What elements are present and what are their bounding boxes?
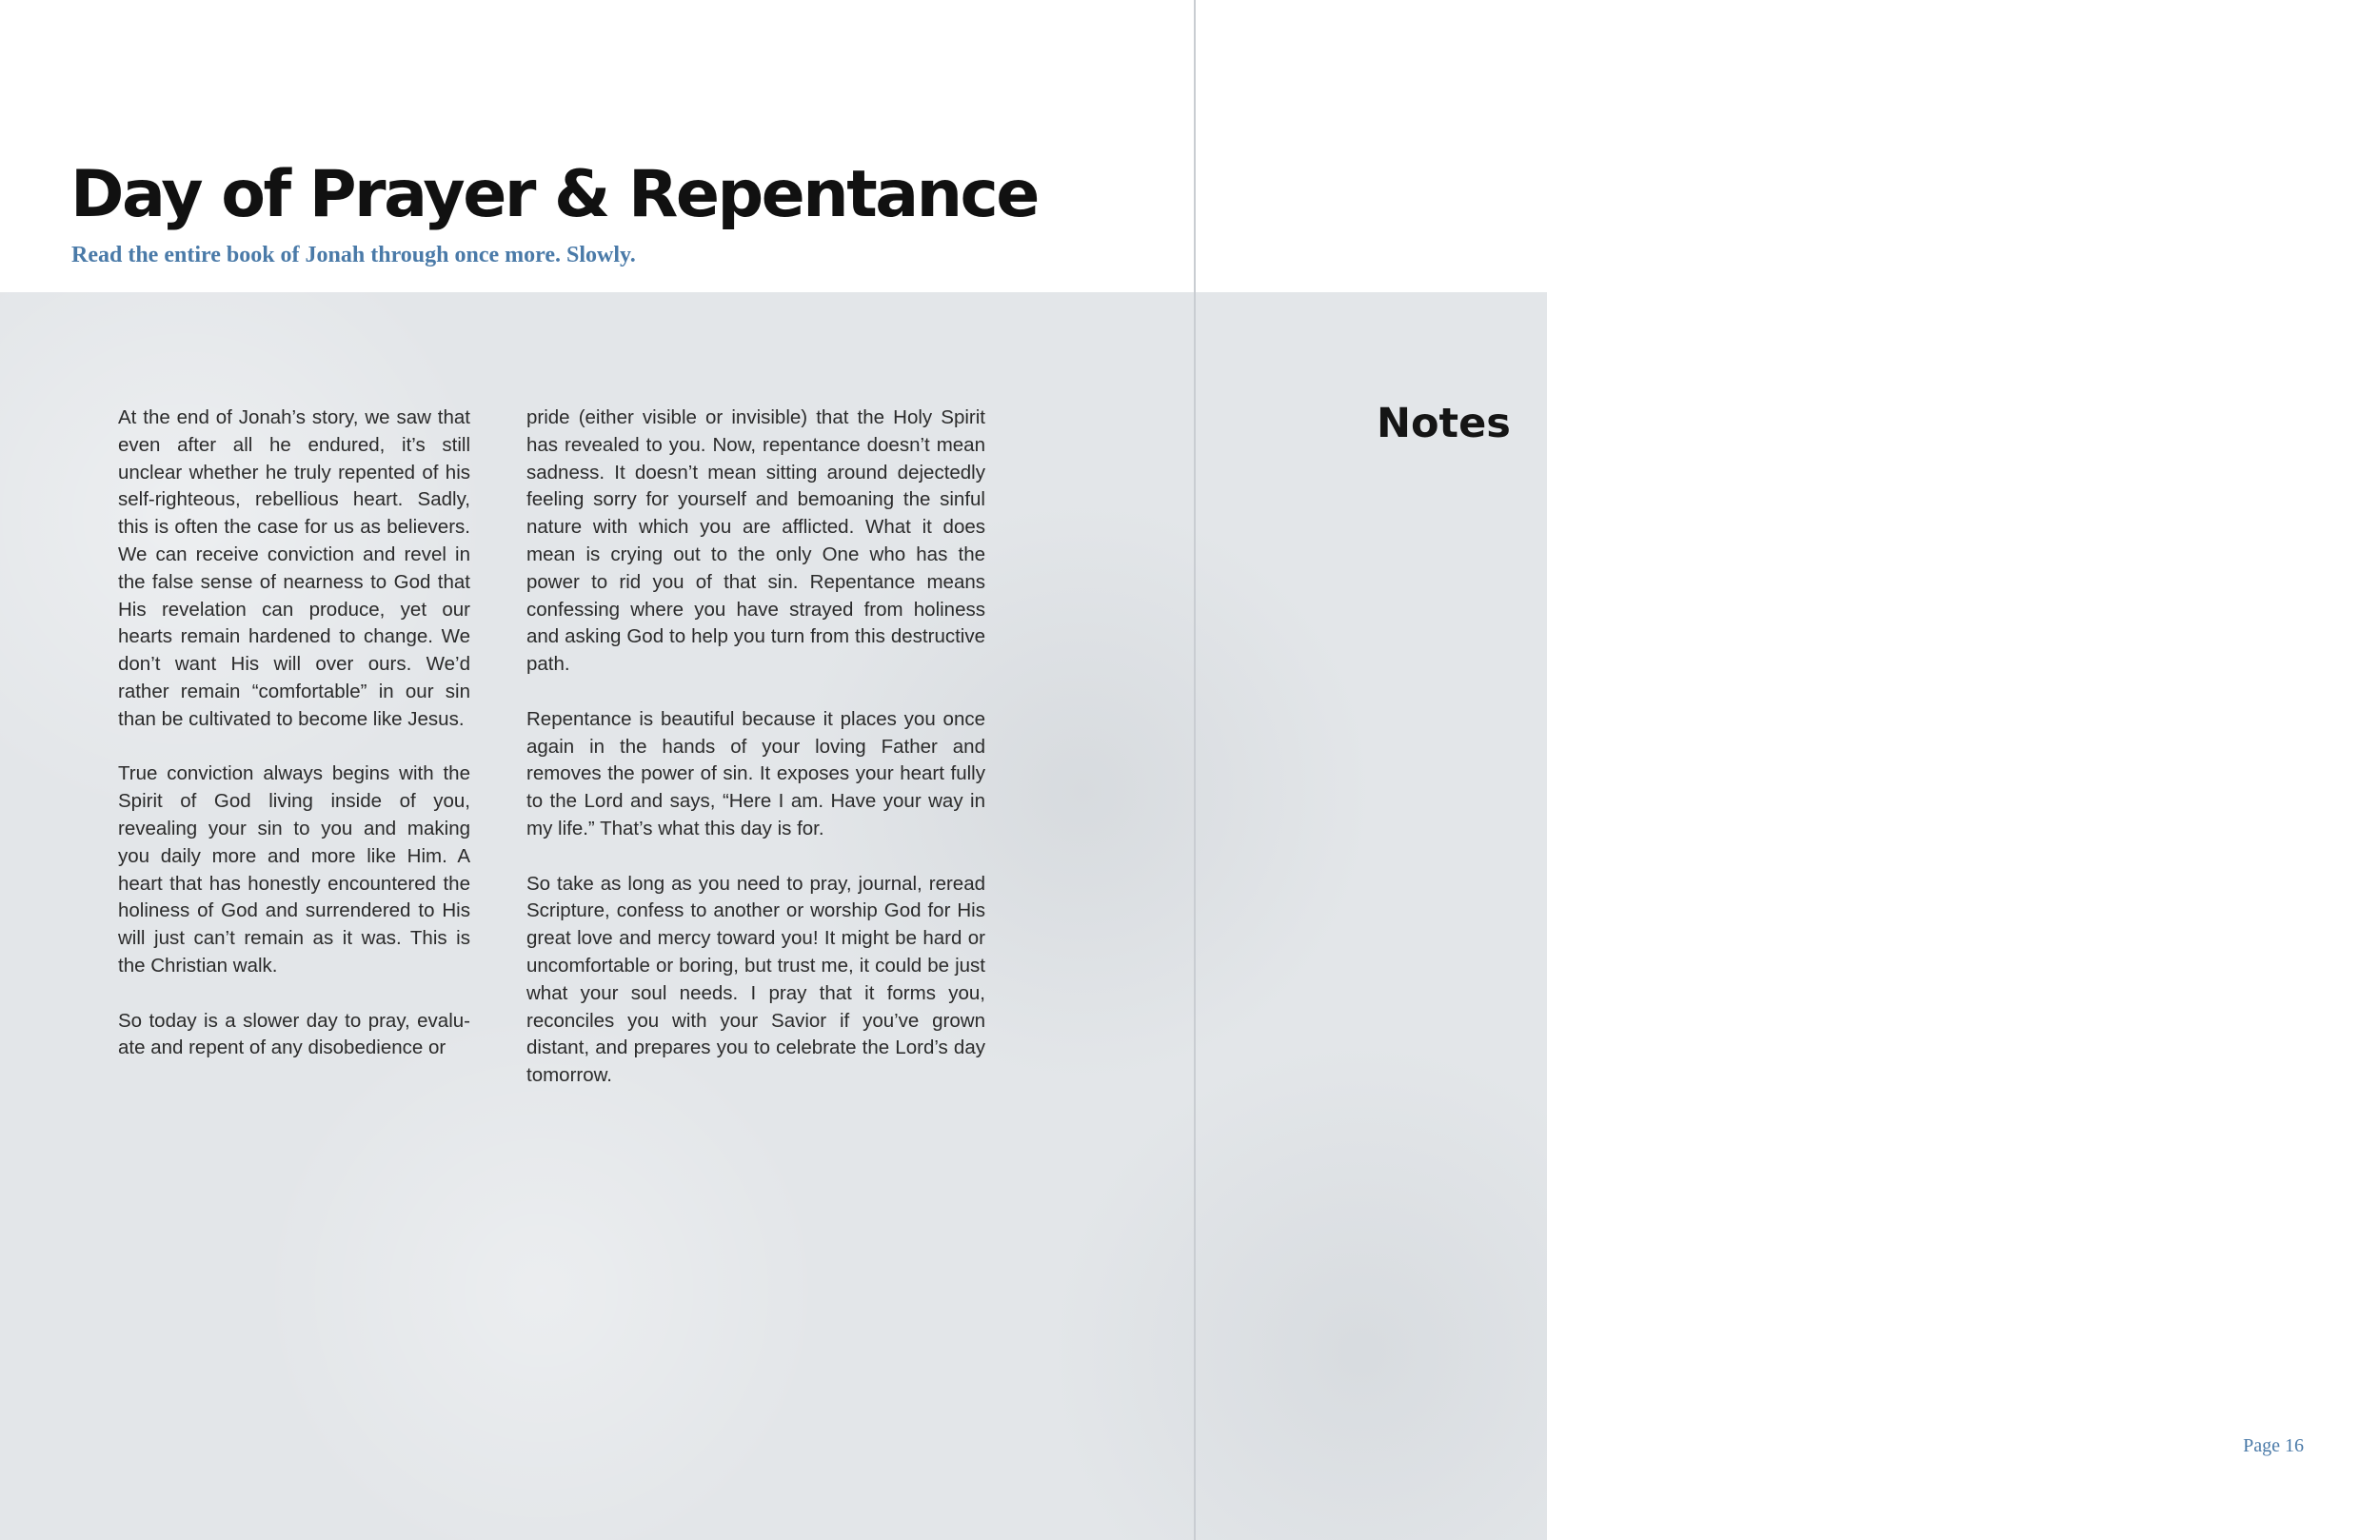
body-paragraph: Repentance is beautiful because it places you once again in the hands of your loving Father and removes the power of sin. It exposes your heart fully to the Lord and says, “Here I am. Have your way in my life.” That’s what this day is for. [526, 707, 985, 839]
page-spread-divider [1194, 0, 1196, 1540]
page-number: Page 16 [2243, 1435, 2304, 1456]
notes-heading: Notes [1377, 400, 1511, 447]
page-title: Day of Prayer & Repentance [70, 157, 1038, 232]
body-column-right [526, 405, 985, 1090]
body-paragraph: pride (either visible or invisible) that the Holy Spirit has revealed to you. Now, repentance doesn’t mean sadness. It doesn’t mean sitting around dejectedly feeling sorry for yourself and bemoaning the sinful nature with which you are afflicted. What it does mean is crying out to the only One who has the power to rid you of that sin. Repentance means confessing where you have strayed from holiness and asking God to help you turn from this destructive path. [526, 406, 985, 676]
body-paragraph: True conviction always begins with the Spirit of God living inside of you, revealing your sin to you and making you daily more and more like Him. A heart that has honestly encountered the holiness of God and surrendered to His will just can’t remain as it was. This is the Christian walk. [118, 762, 470, 977]
body-paragraph: At the end of Jonah’s story, we saw that even after all he endured, it’s still unclear whether he truly repented of his self-righteous, rebellious heart. Sadly, this is often the case for us as believers. We can receive conviction and revel in the false sense of nearness to God that His revelation can produce, yet our hearts remain hardened to change. We don’t want His will over ours. We’d rather remain “comfortable” in our sin than be cultivated to become like Jesus. [118, 406, 470, 730]
body-paragraph: So take as long as you need to pray, journal, reread Scripture, confess to another or worship God for His great love and mercy toward you! It might be hard or uncomfortable or boring, but trust me, it could be just what your soul needs. I pray that it forms you, reconciles you with your Savior if you’ve grown distant, and prepares you to celebrate the Lord’s day tomorrow. [526, 872, 985, 1087]
body-paragraph: So today is a slower day to pray, evaluate and repent of any disobedience or [118, 1009, 470, 1059]
reading-instruction: Read the entire book of Jonah through once more. Slowly. [71, 243, 636, 267]
body-column-left [118, 405, 470, 1062]
